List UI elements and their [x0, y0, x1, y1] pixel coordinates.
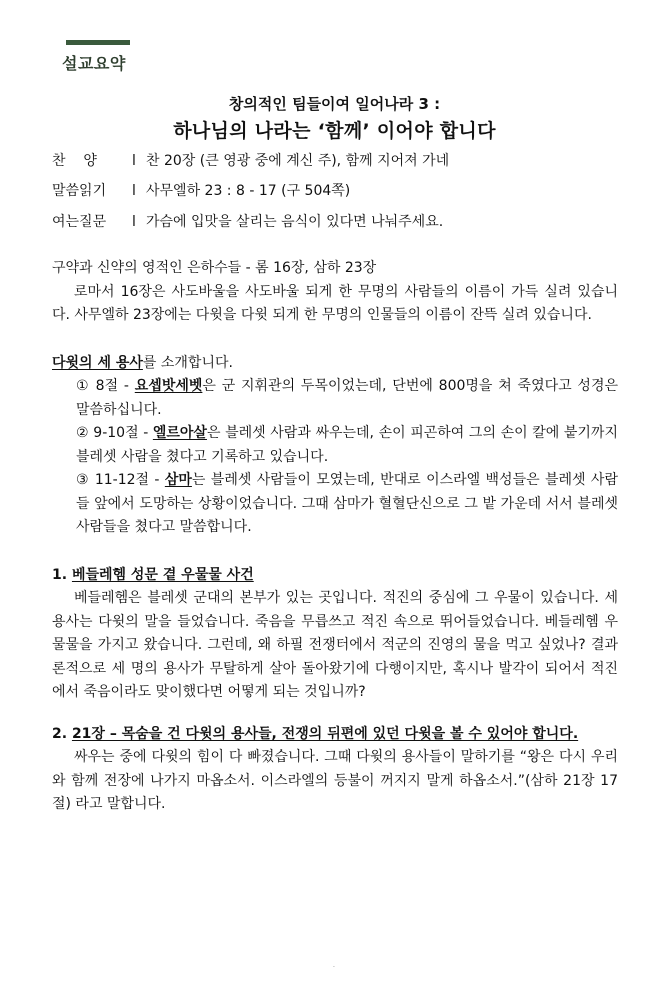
section1-heading-text: 베들레헴 성문 곁 우물물 사건 — [71, 566, 254, 583]
hero-name: 엘르아살 — [152, 425, 207, 441]
hero-desc: 은 군 지휘관의 두목이었는데, 단번에 800명을 쳐 죽였다고 성경은 말씀하십니다. — [76, 378, 619, 418]
section2-paragraph: 싸우는 중에 다윗의 힘이 다 빠졌습니다. 그때 다윗의 용사들이 말하기를 “왕은 다시 우리와 함께 전장에 나가지 마옵소서. 이스라엘의 등불이 꺼지지 말게 하옵소서.”(삼하 21장 17절) 라고 말합니다. — [52, 749, 618, 812]
intro-paragraph: 로마서 16장은 사도바울을 사도바울 되게 한 무명의 사람들의 이름이 가득 실려 있습니다. 사무엘하 23장에는 다윗을 다윗 되게 한 무명의 인물들의 이름이 잔뜩 실려 있습니다. — [52, 283, 618, 323]
info-row-reading — [52, 180, 350, 200]
hero-prefix: ① 8절 - — [76, 378, 135, 394]
heroes-heading-underlined: 다윗의 세 용사 — [52, 354, 143, 371]
hero-desc: 는 블레셋 사람들이 모였는데, 반대로 이스라엘 백성들은 블레셋 사람들 앞에서 도망하는 상황이었습니다. 그때 삼마가 혈혈단신으로 그 밭 가운데 서서 블레셋 사람들을 쳤다고 말씀합니다. — [76, 472, 618, 535]
info-label: 여는질문 — [52, 214, 107, 230]
hero-item — [52, 469, 618, 540]
info-value: 사무엘하 23 : 8 - 17 (구 504쪽) — [146, 183, 351, 199]
section1-paragraph: 베들레헴은 블레셋 군대의 본부가 있는 곳입니다. 적진의 중심에 그 우물이 있습니다. 세 용사는 다윗의 말을 들었습니다. 죽음을 무릅쓰고 적진 속으로 뛰어들었습니다. 베들레헴 우물물을 가지고 왔습니다. 그런데, 왜 하필 전쟁터에서 적군의 진영의 물을 먹고 싶었나? 결과론적으로 세 명의 용사가 무탈하게 살아 돌아왔기에 다행이지만, 혹시나 발각이 되어서 적진에서 죽음이라도 맞이했다면 어떻게 되는 것입니까? — [52, 590, 618, 700]
header-accent-bar — [66, 40, 130, 45]
info-label: 말씀읽기 — [52, 183, 107, 199]
info-label: 찬 양 — [52, 153, 97, 169]
section2-heading-text: 21장 – 목숨을 건 다윗의 용사들, 전쟁의 뒤편에 있던 다윗을 볼 수 있어야 합니다. — [71, 725, 579, 742]
hero-prefix: ② 9-10절 - — [76, 425, 153, 441]
heroes-heading-rest: 를 소개합니다. — [142, 354, 233, 371]
intro-heading: 구약과 신약의 영적인 은하수들 - 롬 16장, 삼하 23장 — [52, 260, 377, 276]
section2-heading — [52, 723, 618, 747]
sermon-body — [52, 257, 618, 817]
hero-name: 삼마 — [164, 472, 192, 488]
header-label: 설교요약 — [62, 54, 126, 73]
section2-number: 2. — [52, 725, 72, 742]
footer-mark: . — [333, 962, 335, 969]
info-separator: l — [132, 214, 136, 230]
info-row-question — [52, 211, 443, 231]
info-value: 가슴에 입맛을 살리는 음식이 있다면 나눠주세요. — [146, 214, 444, 230]
info-row-hymn — [52, 150, 449, 170]
section1-heading — [52, 564, 618, 588]
heroes-heading — [52, 352, 618, 376]
sermon-subtitle: 창의적인 팀들이여 일어나라 3 : — [228, 95, 441, 113]
hero-item — [52, 422, 618, 469]
info-value: 찬 20장 (큰 영광 중에 계신 주), 함께 지어져 가네 — [146, 153, 450, 169]
hero-prefix: ③ 11-12절 - — [76, 472, 165, 488]
hero-item — [52, 375, 618, 422]
hero-name: 요셉밧세벳 — [134, 378, 203, 394]
section1-number: 1. — [52, 566, 72, 583]
hero-desc: 은 블레셋 사람과 싸우는데, 손이 피곤하여 그의 손이 칼에 붙기까지 블레셋 사람을 쳤다고 기록하고 있습니다. — [76, 425, 618, 465]
sermon-title: 하나님의 나라는 ‘함께’ 이어야 합니다 — [173, 120, 496, 142]
info-separator: l — [132, 183, 136, 199]
info-separator: l — [132, 153, 136, 169]
